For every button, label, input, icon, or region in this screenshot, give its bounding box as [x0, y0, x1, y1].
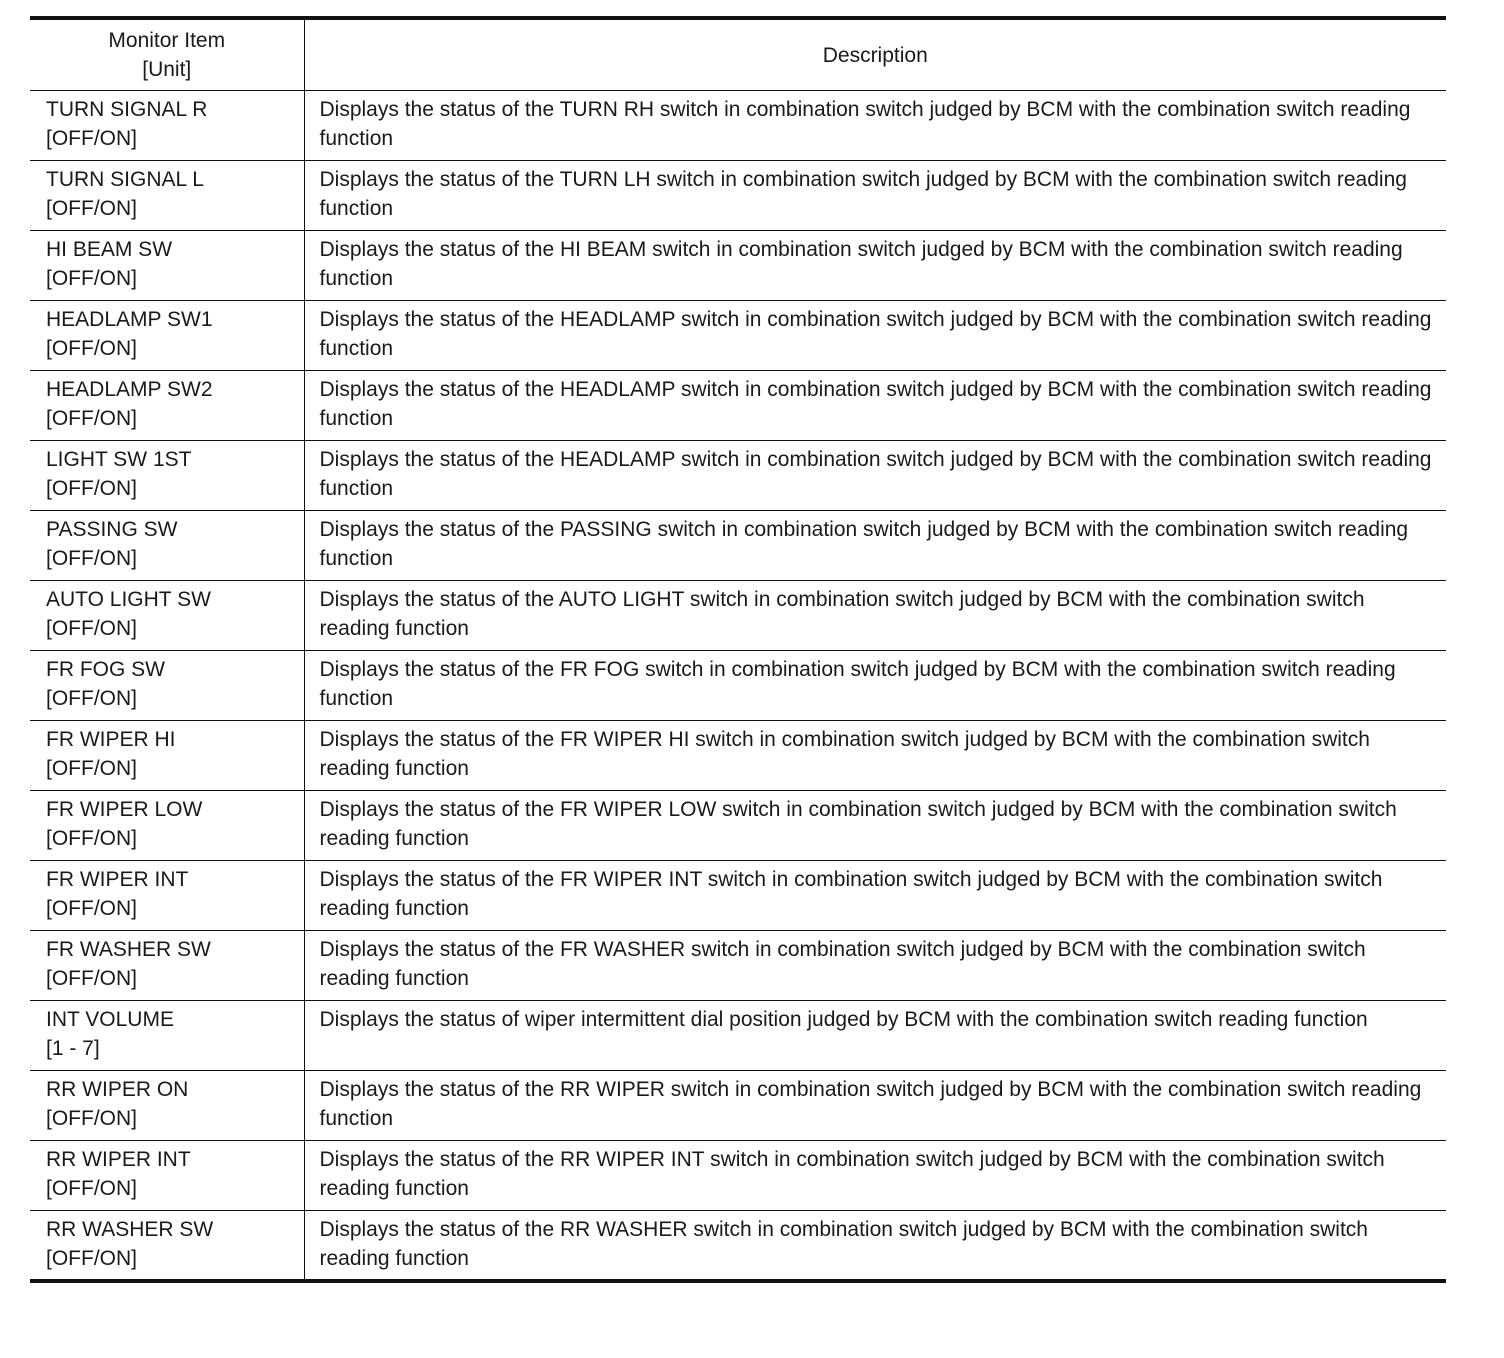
- monitor-item-unit: [OFF/ON]: [46, 547, 137, 570]
- description-cell: [304, 301, 1446, 371]
- monitor-item-cell: [30, 1071, 304, 1141]
- monitor-item-unit: [OFF/ON]: [46, 267, 137, 290]
- description-cell: [304, 371, 1446, 441]
- header-unit-label: [Unit]: [142, 58, 192, 81]
- monitor-item-name: PASSING SW: [46, 518, 178, 541]
- monitor-item-unit: [OFF/ON]: [46, 407, 137, 430]
- monitor-item-unit: [OFF/ON]: [46, 617, 137, 640]
- monitor-item-cell: [30, 91, 304, 161]
- header-monitor-item-label: Monitor Item: [108, 29, 226, 52]
- monitor-item-unit: [OFF/ON]: [46, 1107, 137, 1130]
- description-text: Displays the status of the TURN RH switch in combination switch judged by BCM with the combination switch reading function: [319, 98, 1411, 150]
- monitor-item-cell: [30, 161, 304, 231]
- monitor-item-name: TURN SIGNAL L: [46, 168, 204, 191]
- monitor-item-cell: [30, 791, 304, 861]
- monitor-item-name: INT VOLUME: [46, 1008, 174, 1031]
- monitor-item-unit: [OFF/ON]: [46, 967, 137, 990]
- description-text: Displays the status of the FR WASHER switch in combination switch judged by BCM with the combination switch reading function: [319, 938, 1366, 990]
- description-cell: [304, 651, 1446, 721]
- table-row: [30, 231, 1446, 301]
- description-text: Displays the status of wiper intermittent dial position judged by BCM with the combination switch reading function: [319, 1008, 1368, 1031]
- monitor-item-unit: [OFF/ON]: [46, 827, 137, 850]
- description-cell: [304, 581, 1446, 651]
- description-text: Displays the status of the TURN LH switch in combination switch judged by BCM with the combination switch reading function: [319, 168, 1407, 220]
- monitor-item-cell: [30, 1211, 304, 1281]
- monitor-item-unit: [OFF/ON]: [46, 1177, 137, 1200]
- monitor-item-table-container: [30, 16, 1446, 1283]
- table-row: [30, 371, 1446, 441]
- description-text: Displays the status of the FR WIPER INT switch in combination switch judged by BCM with the combination switch reading function: [319, 868, 1383, 920]
- table-row: [30, 91, 1446, 161]
- monitor-item-name: FR WIPER INT: [46, 868, 189, 891]
- table-row: [30, 861, 1446, 931]
- description-text: Displays the status of the FR WIPER LOW switch in combination switch judged by BCM with the combination switch reading function: [319, 798, 1397, 850]
- monitor-item-name: LIGHT SW 1ST: [46, 448, 192, 471]
- table-row: [30, 651, 1446, 721]
- monitor-item-name: FR WIPER LOW: [46, 798, 203, 821]
- monitor-item-cell: [30, 1001, 304, 1071]
- monitor-item-cell: [30, 511, 304, 581]
- monitor-item-unit: [OFF/ON]: [46, 337, 137, 360]
- table-row: [30, 721, 1446, 791]
- monitor-item-cell: [30, 721, 304, 791]
- monitor-item-cell: [30, 301, 304, 371]
- table-row: [30, 1211, 1446, 1281]
- description-cell: [304, 791, 1446, 861]
- description-text: Displays the status of the HEADLAMP switch in combination switch judged by BCM with the combination switch reading function: [319, 308, 1432, 360]
- monitor-item-unit: [OFF/ON]: [46, 127, 137, 150]
- description-cell: [304, 1141, 1446, 1211]
- monitor-item-cell: [30, 651, 304, 721]
- monitor-item-name: AUTO LIGHT SW: [46, 588, 211, 611]
- monitor-item-name: FR WIPER HI: [46, 728, 176, 751]
- table-row: [30, 1071, 1446, 1141]
- description-cell: [304, 1071, 1446, 1141]
- monitor-item-cell: [30, 371, 304, 441]
- description-cell: [304, 511, 1446, 581]
- monitor-item-cell: [30, 231, 304, 301]
- monitor-item-unit: [OFF/ON]: [46, 1247, 137, 1270]
- monitor-item-name: FR FOG SW: [46, 658, 165, 681]
- table-row: [30, 1001, 1446, 1071]
- monitor-item-cell: [30, 581, 304, 651]
- header-monitor-item: [30, 18, 304, 91]
- table-row: [30, 931, 1446, 1001]
- monitor-item-name: RR WIPER INT: [46, 1148, 191, 1171]
- description-text: Displays the status of the HEADLAMP switch in combination switch judged by BCM with the combination switch reading function: [319, 378, 1432, 430]
- table-row: [30, 301, 1446, 371]
- monitor-item-table: [30, 16, 1446, 1283]
- description-text: Displays the status of the HEADLAMP switch in combination switch judged by BCM with the combination switch reading function: [319, 448, 1432, 500]
- monitor-item-unit: [1 - 7]: [46, 1037, 100, 1060]
- table-header-row: [30, 18, 1446, 91]
- monitor-item-cell: [30, 441, 304, 511]
- description-cell: [304, 861, 1446, 931]
- description-cell: [304, 721, 1446, 791]
- monitor-item-name: HI BEAM SW: [46, 238, 173, 261]
- description-text: Displays the status of the HI BEAM switch in combination switch judged by BCM with the combination switch reading function: [319, 238, 1403, 290]
- description-cell: [304, 91, 1446, 161]
- table-row: [30, 1141, 1446, 1211]
- monitor-item-name: RR WIPER ON: [46, 1078, 189, 1101]
- monitor-item-unit: [OFF/ON]: [46, 897, 137, 920]
- monitor-item-cell: [30, 1141, 304, 1211]
- monitor-item-name: RR WASHER SW: [46, 1218, 214, 1241]
- monitor-item-name: TURN SIGNAL R: [46, 98, 208, 121]
- description-text: Displays the status of the RR WIPER switch in combination switch judged by BCM with the combination switch reading function: [319, 1078, 1422, 1130]
- monitor-item-name: HEADLAMP SW1: [46, 308, 213, 331]
- monitor-item-unit: [OFF/ON]: [46, 687, 137, 710]
- table-row: [30, 441, 1446, 511]
- monitor-item-unit: [OFF/ON]: [46, 197, 137, 220]
- table-row: [30, 161, 1446, 231]
- monitor-item-name: FR WASHER SW: [46, 938, 211, 961]
- description-cell: [304, 1001, 1446, 1071]
- table-body: [30, 91, 1446, 1281]
- monitor-item-name: HEADLAMP SW2: [46, 378, 213, 401]
- description-text: Displays the status of the FR WIPER HI switch in combination switch judged by BCM with the combination switch reading function: [319, 728, 1370, 780]
- header-description: Description: [304, 18, 1446, 91]
- description-text: Displays the status of the AUTO LIGHT switch in combination switch judged by BCM with the combination switch reading function: [319, 588, 1365, 640]
- description-cell: [304, 931, 1446, 1001]
- monitor-item-cell: [30, 861, 304, 931]
- description-cell: [304, 441, 1446, 511]
- monitor-item-unit: [OFF/ON]: [46, 477, 137, 500]
- monitor-item-unit: [OFF/ON]: [46, 757, 137, 780]
- description-cell: [304, 1211, 1446, 1281]
- table-row: [30, 581, 1446, 651]
- table-row: [30, 791, 1446, 861]
- description-cell: [304, 161, 1446, 231]
- description-text: Displays the status of the RR WASHER switch in combination switch judged by BCM with the combination switch reading function: [319, 1218, 1368, 1270]
- description-text: Displays the status of the PASSING switch in combination switch judged by BCM with the combination switch reading function: [319, 518, 1409, 570]
- table-row: [30, 511, 1446, 581]
- description-text: Displays the status of the FR FOG switch in combination switch judged by BCM with the combination switch reading function: [319, 658, 1396, 710]
- description-text: Displays the status of the RR WIPER INT switch in combination switch judged by BCM with the combination switch reading function: [319, 1148, 1385, 1200]
- description-cell: [304, 231, 1446, 301]
- monitor-item-cell: [30, 931, 304, 1001]
